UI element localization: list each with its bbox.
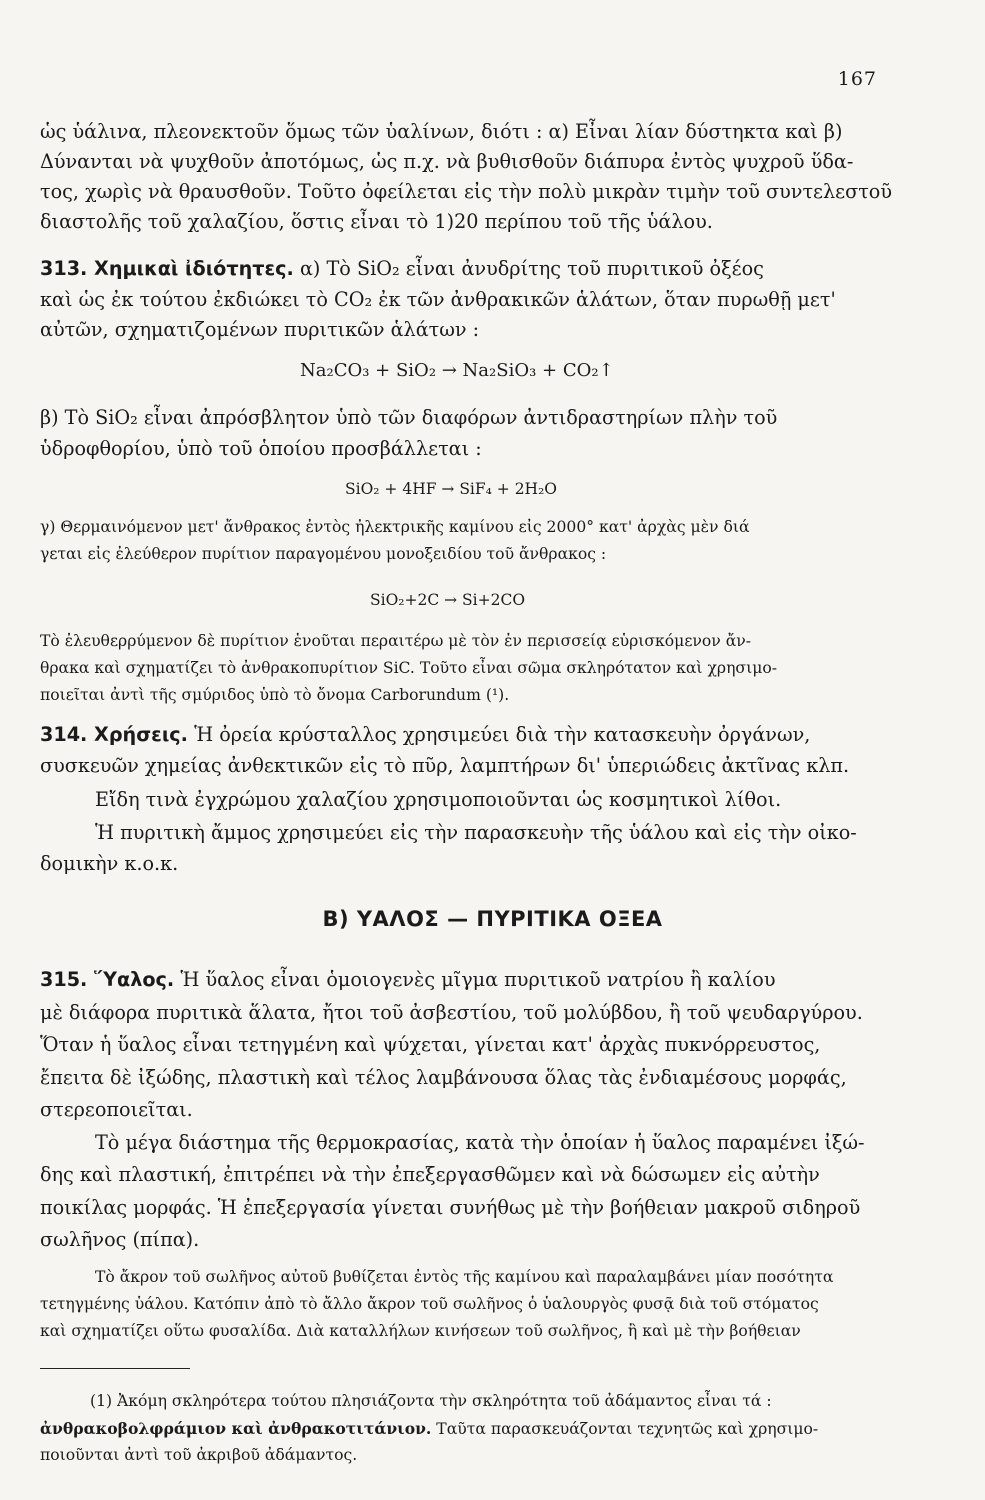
section-313-small-line: γεται εἰς ἐλεύθερον πυρίτιον παραγομένου μονοξειδίου τοῦ ἄνθρακος : (40, 545, 607, 563)
section-313-heading: 313. Χημικαὶ ἰδιότητες. (40, 257, 294, 280)
section-314-heading: 314. Χρήσεις. (40, 723, 188, 746)
intro-line: Δύνανται νὰ ψυχθοῦν ἀποτόμως, ὡς π.χ. νὰ βυθισθοῦν διάπυρα ἐντὸς ψυχροῦ ὕδα- (40, 150, 854, 173)
chapter-heading-glass: Β) ΥΑΛΟΣ — ΠΥΡΙΤΙΚΑ ΟΞΕΑ (322, 907, 663, 931)
equation-hydrofluoric: SiO₂ + 4HF → SiF₄ + 2H₂O (345, 480, 557, 498)
section-315-line: ἔπειτα δὲ ἰξώδης, πλαστικὴ καὶ τέλος λαμβάνουσα ὅλας τὰς ἐνδιαμέσους μορφάς, (40, 1066, 847, 1089)
footnote-line: (1) Ἀκόμη σκληρότερα τούτου πλησιάζοντα τὴν σκληρότητα τοῦ ἀδάμαντος εἶναι τά : (90, 1392, 772, 1410)
section-315-line: ποικίλας μορφάς. Ἡ ἐπεξεργασία γίνεται συνήθως μὲ τὴν βοήθειαν μακροῦ σιδηροῦ (40, 1196, 861, 1219)
section-314-line: Εἴδη τινὰ ἐγχρώμου χαλαζίου χρησιμοποιοῦνται ὡς κοσμητικοὶ λίθοι. (95, 788, 782, 811)
section-313-small-line: γ) Θερμαινόμενον μετ' ἄνθρακος ἐντὸς ἠλεκτρικῆς καμίνου εἰς 2000° κατ' ἀρχὰς μὲν διά (40, 518, 750, 536)
section-313-text: α) Τὸ SiO₂ εἶναι ἀνυδρίτης τοῦ πυριτικοῦ ὀξέος (299, 257, 764, 280)
intro-line: ὡς ὑάλινα, πλεονεκτοῦν ὅμως τῶν ὑαλίνων, διότι : α) Εἶναι λίαν δύστηκτα καὶ β) (40, 120, 843, 143)
section-315-small-line: τετηγμένης ὑάλου. Κατόπιν ἀπὸ τὸ ἄλλο ἄκρον τοῦ σωλῆνος ὁ ὑαλουργὸς φυσᾷ διὰ τοῦ στόματος (40, 1295, 819, 1313)
section-314-line: δομικὴν κ.ο.κ. (40, 852, 179, 875)
intro-line: διαστολῆς τοῦ χαλαζίου, ὅστις εἶναι τὸ 1)20 περίπου τοῦ τῆς ὑάλου. (40, 210, 713, 233)
section-315-line: σωλῆνος (πίπα). (40, 1228, 200, 1251)
section-314-line: Ἡ πυριτικὴ ἄμμος χρησιμεύει εἰς τὴν παρασκευὴν τῆς ὑάλου καὶ εἰς τὴν οἰκο- (95, 821, 857, 844)
section-313-line: καὶ ὡς ἐκ τούτου ἐκδιώκει τὸ CO₂ ἐκ τῶν ἀνθρακικῶν ἁλάτων, ὅταν πυρωθῇ μετ' (40, 288, 836, 311)
intro-line: τος, χωρὶς νὰ θραυσθοῦν. Τοῦτο ὀφείλεται εἰς τὴν πολὺ μικρὰν τιμὴν τοῦ συντελεστοῦ (40, 180, 893, 203)
section-315-line: Τὸ μέγα διάστημα τῆς θερμοκρασίας, κατὰ τὴν ὁποίαν ἡ ὕαλος παραμένει ἰξώ- (95, 1131, 865, 1154)
section-315-line: στερεοποιεῖται. (40, 1098, 193, 1121)
section-315-text: Ἡ ὕαλος εἶναι ὁμοιογενὲς μῖγμα πυριτικοῦ νατρίου ἢ καλίου (180, 968, 776, 991)
equation-carbon-reduction: SiO₂+2C → Si+2CO (370, 591, 526, 609)
section-314-first-line (40, 723, 810, 746)
section-315-small-line: Τὸ ἄκρον τοῦ σωλῆνος αὐτοῦ βυθίζεται ἐντὸς τῆς καμίνου καὶ παραλαμβάνει μίαν ποσότητα (95, 1268, 834, 1286)
section-314-line: συσκευῶν χημείας ἀνθεκτικῶν εἰς τὸ πῦρ, λαμπτήρων δι' ὑπεριώδεις ἀκτῖνας κλπ. (40, 754, 850, 777)
equation-sodium-carbonate: Na₂CO₃ + SiO₂ → Na₂SiO₃ + CO₂↑ (300, 360, 614, 381)
section-313-line: αὐτῶν, σχηματιζομένων πυριτικῶν ἁλάτων : (40, 318, 480, 341)
section-315-heading: 315. Ὕαλος. (40, 968, 175, 991)
footnote-line-2 (40, 1419, 818, 1438)
section-315-line: μὲ διάφορα πυριτικὰ ἅλατα, ἤτοι τοῦ ἀσβεστίου, τοῦ μολύβδου, ἢ τοῦ ψευδαργύρου. (40, 1001, 863, 1024)
section-315-line: δης καὶ πλαστική, ἐπιτρέπει νὰ τὴν ἐπεξεργασθῶμεν καὶ νὰ δώσωμεν εἰς αὐτὴν (40, 1163, 820, 1186)
section-313-small-line: θρακα καὶ σχηματίζει τὸ ἀνθρακοπυρίτιον SiC. Τοῦτο εἶναι σῶμα σκληρότατον καὶ χρησιμο- (40, 659, 777, 677)
footnote-bold-terms: ἀνθρακοβολφράμιον καὶ ἀνθρακοτιτάνιον. (40, 1419, 432, 1438)
footnote-rule (40, 1368, 190, 1369)
section-313-line: ὑδροφθορίου, ὑπὸ τοῦ ὁποίου προσβάλλεται : (40, 437, 482, 460)
section-313-line: β) Τὸ SiO₂ εἶναι ἀπρόσβλητον ὑπὸ τῶν διαφόρων ἀντιδραστηρίων πλὴν τοῦ (40, 406, 778, 429)
section-313-small-line: Τὸ ἐλευθερρύμενον δὲ πυρίτιον ἑνοῦται περαιτέρω μὲ τὸν ἐν περισσείᾳ εὑρισκόμενον ἄν- (40, 632, 751, 650)
section-314-text: Ἡ ὀρεία κρύσταλλος χρησιμεύει διὰ τὴν κατασκευὴν ὀργάνων, (194, 723, 811, 746)
section-313-first-line (40, 257, 764, 280)
section-315-small-line: καὶ σχηματίζει οὕτω φυσαλίδα. Διὰ καταλλήλων κινήσεων τοῦ σωλῆνος, ἢ καὶ μὲ τὴν βοήθειαν (40, 1322, 801, 1340)
section-315-first-line (40, 968, 776, 991)
section-315-line: Ὅταν ἡ ὕαλος εἶναι τετηγμένη καὶ ψύχεται, γίνεται κατ' ἀρχὰς πυκνόρρευστος, (40, 1033, 821, 1056)
section-313-small-line: ποιεῖται ἀντὶ τῆς σμύριδος ὑπὸ τὸ ὄνομα Carborundum (¹). (40, 686, 510, 704)
page-number: 167 (837, 68, 877, 90)
footnote-line: ποιοῦνται ἀντὶ τοῦ ἀκριβοῦ ἀδάμαντος. (40, 1446, 358, 1464)
footnote-text: Ταῦτα παρασκευάζονται τεχνητῶς καὶ χρησιμο- (431, 1420, 819, 1438)
